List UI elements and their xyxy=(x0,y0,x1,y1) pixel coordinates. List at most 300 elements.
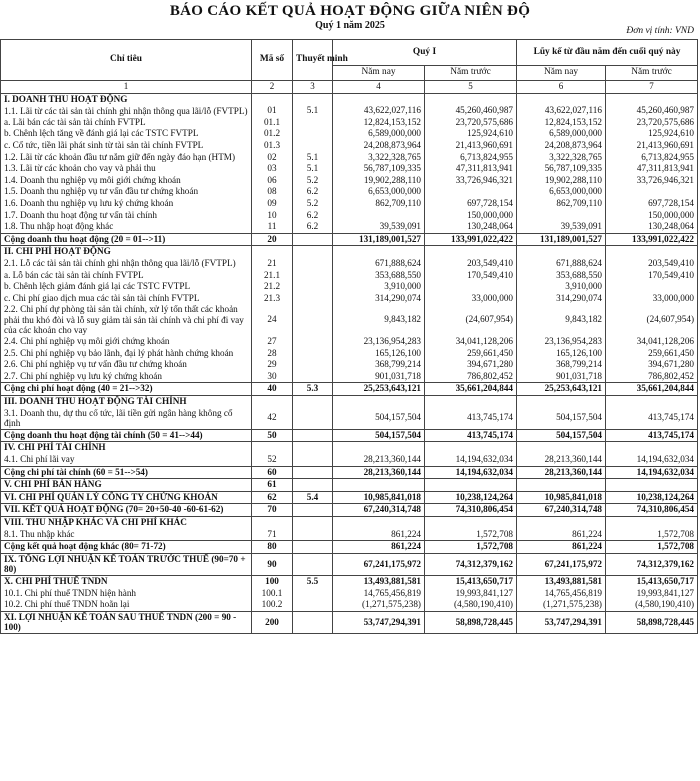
row-ytd-prior xyxy=(606,246,698,258)
row-code xyxy=(252,246,293,258)
row-code: 90 xyxy=(252,553,293,575)
row-label: 2.4. Chi phí nghiệp vụ môi giới chứng khoán xyxy=(1,336,252,348)
row-quarter-prior: 133,991,022,422 xyxy=(425,233,517,246)
table-row xyxy=(1,258,698,270)
row-ytd-prior: 33,726,946,321 xyxy=(606,175,698,187)
row-ytd-current: (1,271,575,238) xyxy=(517,599,606,611)
table-row xyxy=(1,210,698,222)
row-note: 5.3 xyxy=(293,383,333,396)
row-code: 61 xyxy=(252,479,293,492)
row-ytd-current: 9,843,182 xyxy=(517,304,606,336)
header-ytd-prior-year: Năm trước xyxy=(606,66,698,81)
row-quarter-prior: 74,310,806,454 xyxy=(425,504,517,517)
row-ytd-prior: 1,572,708 xyxy=(606,529,698,541)
row-quarter-current: 28,213,360,144 xyxy=(333,466,425,479)
row-note xyxy=(293,466,333,479)
row-ytd-prior: 1,572,708 xyxy=(606,541,698,554)
row-ytd-prior: 6,713,824,955 xyxy=(606,152,698,164)
row-quarter-prior: 150,000,000 xyxy=(425,210,517,222)
row-code: 01 xyxy=(252,105,293,117)
table-row xyxy=(1,117,698,129)
row-label: 1.3. Lãi từ các khoản cho vay và phải thu xyxy=(1,163,252,175)
row-label: 1.2. Lãi từ các khoản đầu tư nắm giữ đến ngày đáo hạn (HTM) xyxy=(1,152,252,164)
row-ytd-prior xyxy=(606,93,698,105)
row-ytd-prior: (4,580,190,410) xyxy=(606,599,698,611)
row-quarter-prior: 14,194,632,034 xyxy=(425,466,517,479)
row-quarter-current: 53,747,294,391 xyxy=(333,611,425,633)
row-ytd-current: 39,539,091 xyxy=(517,221,606,233)
row-quarter-prior: 1,572,708 xyxy=(425,541,517,554)
row-label: 3.1. Doanh thu, dự thu cổ tức, lãi tiền gửi ngân hàng không cố định xyxy=(1,408,252,430)
table-row xyxy=(1,491,698,504)
row-quarter-current: 131,189,001,527 xyxy=(333,233,425,246)
row-quarter-current: 12,824,153,152 xyxy=(333,117,425,129)
row-note xyxy=(293,140,333,152)
row-note xyxy=(293,359,333,371)
row-quarter-prior xyxy=(425,246,517,258)
header-prior-year: Năm trước xyxy=(425,66,517,81)
row-ytd-current: 67,240,314,748 xyxy=(517,504,606,517)
row-code: 200 xyxy=(252,611,293,633)
row-note xyxy=(293,408,333,430)
row-quarter-current: 25,253,643,121 xyxy=(333,383,425,396)
row-ytd-prior: 21,413,960,691 xyxy=(606,140,698,152)
row-quarter-prior: 45,260,460,987 xyxy=(425,105,517,117)
row-ytd-current: 67,241,175,972 xyxy=(517,553,606,575)
row-note xyxy=(293,371,333,383)
row-ytd-prior: 125,924,610 xyxy=(606,128,698,140)
row-ytd-prior: (24,607,954) xyxy=(606,304,698,336)
row-note xyxy=(293,304,333,336)
row-quarter-prior: 58,898,728,445 xyxy=(425,611,517,633)
row-note xyxy=(293,429,333,442)
table-row xyxy=(1,348,698,360)
row-code xyxy=(252,516,293,528)
row-ytd-current: 19,902,288,110 xyxy=(517,175,606,187)
row-ytd-current: 43,622,027,116 xyxy=(517,105,606,117)
row-label: II. CHI PHÍ HOẠT ĐỘNG xyxy=(1,246,252,258)
row-ytd-current: 28,213,360,144 xyxy=(517,454,606,466)
row-ytd-current: 861,224 xyxy=(517,541,606,554)
row-note xyxy=(293,454,333,466)
table-row xyxy=(1,140,698,152)
row-ytd-current: 368,799,214 xyxy=(517,359,606,371)
row-label: 4.1. Chi phí lãi vay xyxy=(1,454,252,466)
row-label: IV. CHI PHÍ TÀI CHÍNH xyxy=(1,442,252,454)
row-ytd-prior: 697,728,154 xyxy=(606,198,698,210)
row-quarter-prior: 33,726,946,321 xyxy=(425,175,517,187)
row-ytd-current: 165,126,100 xyxy=(517,348,606,360)
row-quarter-current: 67,241,175,972 xyxy=(333,553,425,575)
row-quarter-prior: 259,661,450 xyxy=(425,348,517,360)
row-label: 2.2. Chi phí dự phòng tài sản tài chính, xử lý tổn thất các khoản phải thu khó đòi và lỗ suy giảm tài sản tài chính và chi phí đi vay của các khoản cho vay xyxy=(1,304,252,336)
row-code: 03 xyxy=(252,163,293,175)
row-code: 21.2 xyxy=(252,281,293,293)
row-quarter-current xyxy=(333,93,425,105)
row-ytd-prior: 23,720,575,686 xyxy=(606,117,698,129)
table-row xyxy=(1,442,698,454)
row-ytd-current: 53,747,294,391 xyxy=(517,611,606,633)
header-quarter: Quý I xyxy=(333,40,517,66)
row-code: 02 xyxy=(252,152,293,164)
row-ytd-current: 504,157,504 xyxy=(517,429,606,442)
row-note: 5.4 xyxy=(293,491,333,504)
row-quarter-current: 43,622,027,116 xyxy=(333,105,425,117)
row-code: 52 xyxy=(252,454,293,466)
row-note xyxy=(293,529,333,541)
row-code: 42 xyxy=(252,408,293,430)
row-ytd-prior xyxy=(606,479,698,492)
row-label: 1.6. Doanh thu nghiệp vụ lưu ký chứng khoán xyxy=(1,198,252,210)
row-quarter-current: 314,290,074 xyxy=(333,293,425,305)
table-row xyxy=(1,221,698,233)
row-ytd-prior: 203,549,410 xyxy=(606,258,698,270)
row-quarter-current: 14,765,456,819 xyxy=(333,588,425,600)
row-code: 40 xyxy=(252,383,293,396)
row-ytd-prior: 259,661,450 xyxy=(606,348,698,360)
row-quarter-current: 39,539,091 xyxy=(333,221,425,233)
row-quarter-prior xyxy=(425,442,517,454)
header-ytd: Lũy kế từ đầu năm đến cuối quý này xyxy=(517,40,698,66)
row-label: a. Lỗ bán các tài sản tài chính FVTPL xyxy=(1,270,252,282)
row-note xyxy=(293,588,333,600)
row-label: Cộng doanh thu hoạt động (20 = 01-->11) xyxy=(1,233,252,246)
row-code: 01.1 xyxy=(252,117,293,129)
row-code: 28 xyxy=(252,348,293,360)
row-code: 30 xyxy=(252,371,293,383)
row-quarter-current xyxy=(333,396,425,408)
row-note xyxy=(293,281,333,293)
row-note xyxy=(293,348,333,360)
row-ytd-current xyxy=(517,210,606,222)
row-ytd-prior: 786,802,452 xyxy=(606,371,698,383)
row-label: 1.5. Doanh thu nghiệp vụ tư vấn đầu tư chứng khoán xyxy=(1,186,252,198)
header-note: Thuyết minh xyxy=(293,40,333,81)
row-quarter-current: 861,224 xyxy=(333,541,425,554)
row-ytd-current: 23,136,954,283 xyxy=(517,336,606,348)
row-quarter-current xyxy=(333,479,425,492)
row-quarter-prior: 1,572,708 xyxy=(425,529,517,541)
row-quarter-prior: 170,549,410 xyxy=(425,270,517,282)
row-ytd-current: 671,888,624 xyxy=(517,258,606,270)
row-note xyxy=(293,93,333,105)
table-row xyxy=(1,599,698,611)
row-ytd-prior: 15,413,650,717 xyxy=(606,575,698,587)
table-row xyxy=(1,396,698,408)
row-code: 01.3 xyxy=(252,140,293,152)
row-ytd-current: 6,589,000,000 xyxy=(517,128,606,140)
table-row xyxy=(1,359,698,371)
table-row xyxy=(1,105,698,117)
row-quarter-current: 28,213,360,144 xyxy=(333,454,425,466)
row-ytd-prior xyxy=(606,186,698,198)
row-quarter-prior: 15,413,650,717 xyxy=(425,575,517,587)
table-row xyxy=(1,383,698,396)
row-note xyxy=(293,293,333,305)
col-index: 1 xyxy=(1,81,252,94)
row-ytd-prior: 47,311,813,941 xyxy=(606,163,698,175)
report-period: Quý 1 năm 2025 xyxy=(315,20,385,31)
row-ytd-prior: 133,991,022,422 xyxy=(606,233,698,246)
table-row xyxy=(1,588,698,600)
header-code: Mã số xyxy=(252,40,293,81)
row-note xyxy=(293,336,333,348)
row-code: 27 xyxy=(252,336,293,348)
row-label: c. Chi phí giao dịch mua các tài sản tài chính FVTPL xyxy=(1,293,252,305)
header-ytd-current-year: Năm nay xyxy=(517,66,606,81)
row-ytd-prior: 394,671,280 xyxy=(606,359,698,371)
row-label: c. Cổ tức, tiền lãi phát sinh từ tài sản tài chính FVTPL xyxy=(1,140,252,152)
row-code: 20 xyxy=(252,233,293,246)
row-code: 21.3 xyxy=(252,293,293,305)
row-quarter-current: 3,910,000 xyxy=(333,281,425,293)
row-code: 70 xyxy=(252,504,293,517)
row-ytd-current: 10,985,841,018 xyxy=(517,491,606,504)
row-ytd-current: 28,213,360,144 xyxy=(517,466,606,479)
currency-unit: Đơn vị tính: VND xyxy=(626,26,694,36)
row-quarter-current: 10,985,841,018 xyxy=(333,491,425,504)
row-quarter-current: 9,843,182 xyxy=(333,304,425,336)
row-ytd-current xyxy=(517,396,606,408)
row-ytd-current: 353,688,550 xyxy=(517,270,606,282)
row-quarter-current: 67,240,314,748 xyxy=(333,504,425,517)
row-quarter-current: 504,157,504 xyxy=(333,408,425,430)
row-label: a. Lãi bán các tài sản tài chính FVTPL xyxy=(1,117,252,129)
row-quarter-prior: 413,745,174 xyxy=(425,429,517,442)
row-quarter-current: 901,031,718 xyxy=(333,371,425,383)
row-label: X. CHI PHÍ THUẾ TNDN xyxy=(1,575,252,587)
row-ytd-prior: 14,194,632,034 xyxy=(606,466,698,479)
row-code: 29 xyxy=(252,359,293,371)
row-ytd-prior: 170,549,410 xyxy=(606,270,698,282)
row-label: III. DOANH THU HOẠT ĐỘNG TÀI CHÍNH xyxy=(1,396,252,408)
row-note: 5.1 xyxy=(293,163,333,175)
table-row xyxy=(1,466,698,479)
table-row xyxy=(1,128,698,140)
row-label: V. CHI PHÍ BÁN HÀNG xyxy=(1,479,252,492)
row-ytd-current xyxy=(517,479,606,492)
row-quarter-current: (1,271,575,238) xyxy=(333,599,425,611)
row-code: 60 xyxy=(252,466,293,479)
row-quarter-prior: 34,041,128,206 xyxy=(425,336,517,348)
row-label: Cộng chi phí tài chính (60 = 51-->54) xyxy=(1,466,252,479)
row-ytd-prior xyxy=(606,396,698,408)
table-row xyxy=(1,529,698,541)
row-ytd-prior: 58,898,728,445 xyxy=(606,611,698,633)
row-code: 62 xyxy=(252,491,293,504)
row-label: VIII. THU NHẬP KHÁC VÀ CHI PHÍ KHÁC xyxy=(1,516,252,528)
row-quarter-prior: 125,924,610 xyxy=(425,128,517,140)
row-quarter-current xyxy=(333,246,425,258)
row-label: XI. LỢI NHUẬN KẾ TOÁN SAU THUẾ TNDN (200 = 90 - 100) xyxy=(1,611,252,633)
header-item: Chỉ tiêu xyxy=(1,40,252,81)
row-quarter-current: 368,799,214 xyxy=(333,359,425,371)
row-quarter-current: 862,709,110 xyxy=(333,198,425,210)
row-note: 5.2 xyxy=(293,198,333,210)
row-code xyxy=(252,442,293,454)
row-quarter-prior: 130,248,064 xyxy=(425,221,517,233)
row-note: 6.2 xyxy=(293,210,333,222)
row-label: 2.6. Chi phí nghiệp vụ tư vấn đầu tư chứng khoán xyxy=(1,359,252,371)
row-ytd-prior: 74,312,379,162 xyxy=(606,553,698,575)
row-code xyxy=(252,93,293,105)
row-note xyxy=(293,553,333,575)
table-row xyxy=(1,454,698,466)
row-note xyxy=(293,541,333,554)
row-label: 1.8. Thu nhập hoạt động khác xyxy=(1,221,252,233)
row-code: 80 xyxy=(252,541,293,554)
row-ytd-prior: 413,745,174 xyxy=(606,408,698,430)
table-row xyxy=(1,281,698,293)
row-code: 71 xyxy=(252,529,293,541)
row-quarter-prior xyxy=(425,396,517,408)
row-quarter-current: 504,157,504 xyxy=(333,429,425,442)
row-code: 11 xyxy=(252,221,293,233)
row-note xyxy=(293,516,333,528)
row-quarter-current xyxy=(333,516,425,528)
table-row xyxy=(1,429,698,442)
row-code: 21 xyxy=(252,258,293,270)
row-quarter-prior: 697,728,154 xyxy=(425,198,517,210)
row-label: I. DOANH THU HOẠT ĐỘNG xyxy=(1,93,252,105)
row-quarter-prior: 35,661,204,844 xyxy=(425,383,517,396)
row-note: 6.2 xyxy=(293,186,333,198)
row-quarter-current: 6,589,000,000 xyxy=(333,128,425,140)
table-row xyxy=(1,304,698,336)
row-ytd-prior: 150,000,000 xyxy=(606,210,698,222)
row-ytd-prior: 74,310,806,454 xyxy=(606,504,698,517)
table-row xyxy=(1,246,698,258)
row-label: VI. CHI PHÍ QUẢN LÝ CÔNG TY CHỨNG KHOÁN xyxy=(1,491,252,504)
col-index: 4 xyxy=(333,81,425,94)
row-quarter-prior: 394,671,280 xyxy=(425,359,517,371)
row-ytd-current: 314,290,074 xyxy=(517,293,606,305)
row-label: b. Chênh lệch giảm đánh giá lại các TSTC FVTPL xyxy=(1,281,252,293)
row-quarter-current: 6,653,000,000 xyxy=(333,186,425,198)
row-note: 6.2 xyxy=(293,221,333,233)
row-note xyxy=(293,258,333,270)
row-note: 5.5 xyxy=(293,575,333,587)
col-index: 5 xyxy=(425,81,517,94)
row-quarter-current: 24,208,873,964 xyxy=(333,140,425,152)
row-ytd-prior: 19,993,841,127 xyxy=(606,588,698,600)
row-quarter-prior: 413,745,174 xyxy=(425,408,517,430)
row-quarter-prior: 47,311,813,941 xyxy=(425,163,517,175)
row-label: IX. TỔNG LỢI NHUẬN KẾ TOÁN TRƯỚC THUẾ (90=70 + 80) xyxy=(1,553,252,575)
row-note xyxy=(293,128,333,140)
row-label: 10.1. Chi phí thuế TNDN hiện hành xyxy=(1,588,252,600)
table-row xyxy=(1,93,698,105)
row-quarter-current: 3,322,328,765 xyxy=(333,152,425,164)
row-quarter-prior xyxy=(425,479,517,492)
row-quarter-prior xyxy=(425,186,517,198)
table-row xyxy=(1,186,698,198)
table-row xyxy=(1,293,698,305)
row-quarter-prior: 74,312,379,162 xyxy=(425,553,517,575)
row-note: 5.1 xyxy=(293,152,333,164)
table-row xyxy=(1,575,698,587)
row-code: 10 xyxy=(252,210,293,222)
row-quarter-prior: 10,238,124,264 xyxy=(425,491,517,504)
row-label: 1.7. Doanh thu hoạt động tư vấn tài chính xyxy=(1,210,252,222)
row-quarter-current xyxy=(333,442,425,454)
row-ytd-current: 862,709,110 xyxy=(517,198,606,210)
row-ytd-current: 504,157,504 xyxy=(517,408,606,430)
row-code: 100.1 xyxy=(252,588,293,600)
row-ytd-prior: 10,238,124,264 xyxy=(606,491,698,504)
row-code: 50 xyxy=(252,429,293,442)
row-ytd-current: 25,253,643,121 xyxy=(517,383,606,396)
row-quarter-current: 19,902,288,110 xyxy=(333,175,425,187)
row-ytd-current xyxy=(517,516,606,528)
row-code: 08 xyxy=(252,186,293,198)
row-code: 100 xyxy=(252,575,293,587)
row-code: 21.1 xyxy=(252,270,293,282)
row-label: 2.1. Lỗ các tài sản tài chính ghi nhận thông qua lãi/lỗ (FVTPL) xyxy=(1,258,252,270)
row-quarter-prior: (4,580,190,410) xyxy=(425,599,517,611)
col-index: 3 xyxy=(293,81,333,94)
table-row xyxy=(1,270,698,282)
income-statement-table xyxy=(0,39,698,634)
row-ytd-prior: 34,041,128,206 xyxy=(606,336,698,348)
row-ytd-current: 131,189,001,527 xyxy=(517,233,606,246)
row-quarter-prior: 21,413,960,691 xyxy=(425,140,517,152)
row-label: 10.2. Chi phí thuế TNDN hoãn lại xyxy=(1,599,252,611)
table-row xyxy=(1,163,698,175)
table-row xyxy=(1,504,698,517)
row-quarter-current: 13,493,881,581 xyxy=(333,575,425,587)
row-note xyxy=(293,504,333,517)
row-quarter-current: 671,888,624 xyxy=(333,258,425,270)
row-label: Cộng kết quả hoạt động khác (80= 71-72) xyxy=(1,541,252,554)
table-row xyxy=(1,479,698,492)
row-quarter-prior: 19,993,841,127 xyxy=(425,588,517,600)
row-quarter-current xyxy=(333,210,425,222)
row-quarter-prior: 6,713,824,955 xyxy=(425,152,517,164)
row-note xyxy=(293,479,333,492)
row-note xyxy=(293,442,333,454)
row-note xyxy=(293,246,333,258)
row-quarter-prior: (24,607,954) xyxy=(425,304,517,336)
row-ytd-current: 24,208,873,964 xyxy=(517,140,606,152)
row-ytd-prior: 35,661,204,844 xyxy=(606,383,698,396)
row-label: 2.7. Chi phí nghiệp vụ lưu ký chứng khoán xyxy=(1,371,252,383)
row-ytd-current: 861,224 xyxy=(517,529,606,541)
row-quarter-current: 861,224 xyxy=(333,529,425,541)
table-row xyxy=(1,175,698,187)
row-ytd-prior xyxy=(606,281,698,293)
row-label: 8.1. Thu nhập khác xyxy=(1,529,252,541)
row-quarter-prior: 14,194,632,034 xyxy=(425,454,517,466)
row-ytd-current xyxy=(517,246,606,258)
row-quarter-prior: 23,720,575,686 xyxy=(425,117,517,129)
row-ytd-prior: 130,248,064 xyxy=(606,221,698,233)
table-row xyxy=(1,408,698,430)
row-quarter-prior: 203,549,410 xyxy=(425,258,517,270)
row-note xyxy=(293,233,333,246)
row-note xyxy=(293,270,333,282)
row-ytd-current xyxy=(517,93,606,105)
row-note xyxy=(293,117,333,129)
row-note: 5.2 xyxy=(293,175,333,187)
table-row xyxy=(1,553,698,575)
report-title: BÁO CÁO KẾT QUẢ HOẠT ĐỘNG GIỮA NIÊN ĐỘ xyxy=(169,3,531,19)
row-quarter-prior xyxy=(425,281,517,293)
row-quarter-current: 23,136,954,283 xyxy=(333,336,425,348)
header-current-year: Năm nay xyxy=(333,66,425,81)
row-ytd-current xyxy=(517,442,606,454)
row-label: 2.5. Chi phí nghiệp vụ bảo lãnh, đại lý phát hành chứng khoán xyxy=(1,348,252,360)
